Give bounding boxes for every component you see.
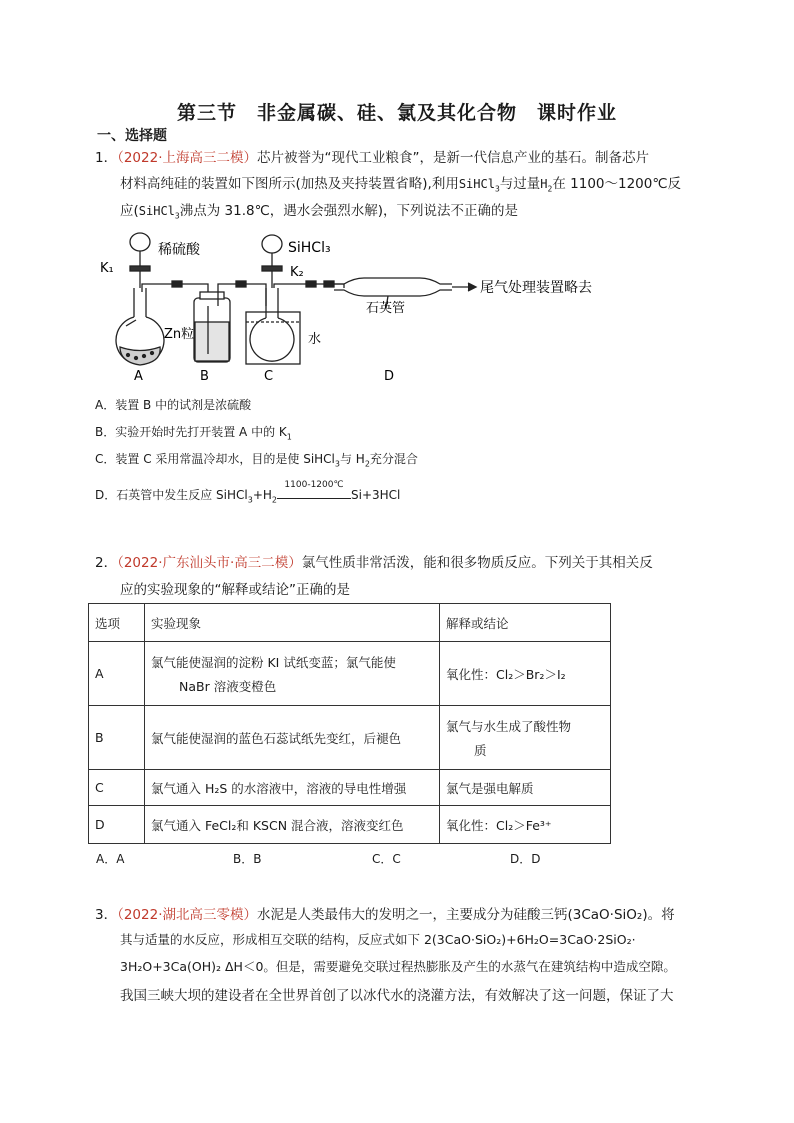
question-text: 沸点为 31.8℃，遇水会强烈水解)，下列说法不正确的是 xyxy=(179,203,519,219)
label-exhaust: 尾气处理装置略去 xyxy=(480,280,592,296)
answer-d[interactable]: D．D xyxy=(510,852,541,866)
question-text: 水泥是人类最伟大的发明之一，主要成分为硅酸三钙(3CaO·SiO₂)。将 xyxy=(257,907,675,923)
cell-text: 质 xyxy=(474,742,487,758)
table-cell-phenomenon: 氯气通入 FeCl₂和 KSCN 混合液，溶液变红色 xyxy=(145,806,440,844)
label-dilute-sulfuric-acid: 稀硫酸 xyxy=(158,242,200,258)
question-text: 应( xyxy=(120,203,139,219)
label-k2: K₂ xyxy=(290,265,304,280)
label-zinc-granules: Zn粒 xyxy=(164,327,195,342)
question-source: （2022·上海高三二模） xyxy=(117,150,257,166)
formula-h2: $H_2$ xyxy=(540,177,553,194)
option-text: B．实验开始时先打开装置 A 中的 K xyxy=(95,425,287,439)
quartz-tube-d xyxy=(334,278,452,296)
table-row xyxy=(89,642,611,706)
label-k1: K₁ xyxy=(100,261,114,276)
question-number: 1． xyxy=(95,150,118,166)
reaction-condition-text: 1100-1200℃ xyxy=(284,480,344,490)
answer-b[interactable]: B．B xyxy=(233,852,262,866)
reaction-condition xyxy=(277,480,351,499)
label-b: B xyxy=(200,369,209,384)
question-text: 芯片被誉为“现代工业粮食”，是新一代信息产业的基石。制备芯片 xyxy=(257,150,649,166)
option-c[interactable]: C．装置 C 采用常温冷却水，目的是使 SiHCl$_3$与 $H_2$充分混合 xyxy=(95,452,418,469)
stopcock-k2 xyxy=(262,266,282,271)
cell-text: NaBr 溶液变橙色 xyxy=(179,678,277,694)
option-d[interactable]: D．石英管中发生反应 $SiHCl_3+H_2$ 1100-1200℃ Si+3HCl xyxy=(95,480,401,505)
option-text: C．装置 C 采用常温冷却水，目的是使 SiHCl xyxy=(95,452,335,466)
wash-bottle-b xyxy=(194,292,230,362)
question-source: （2022·广东汕头市·高三二模） xyxy=(117,555,302,571)
answer-a[interactable]: A．A xyxy=(96,852,125,866)
question-1-line-2 xyxy=(120,172,681,193)
table-cell-conclusion: 氧化性：Cl₂＞Fe³⁺ xyxy=(440,806,611,844)
question-1-line-1 xyxy=(95,146,649,166)
question-text: 材料高纯硅的装置如下图所示(加热及夹持装置省略),利用 xyxy=(120,176,459,192)
question-1-line-3 xyxy=(120,199,518,220)
question-2-line-1 xyxy=(95,551,653,571)
formula-sihcl3: SiHCl$_3$ xyxy=(138,204,180,221)
label-sihcl3: SiHCl₃ xyxy=(288,240,331,256)
cell-text: 氯气与水生成了酸性物 xyxy=(446,718,572,734)
label-a: A xyxy=(134,369,143,384)
label-water: 水 xyxy=(308,332,322,347)
label-quartz-tube: 石英管 xyxy=(366,301,406,316)
question-text: 在 1100～1200℃反 xyxy=(552,176,682,192)
label-c: C xyxy=(264,369,274,384)
question-3-line-4: 我国三峡大坝的建设者在全世界首创了以冰代水的浇灌方法，有效解决了这一问题，保证了大 xyxy=(120,988,674,1004)
flask-a xyxy=(116,288,164,365)
formula-sihcl3: SiHCl$_3$ xyxy=(458,177,500,194)
cell-text: 氯气能使湿润的淀粉 KI 试纸变蓝；氯气能使 xyxy=(151,654,396,670)
option-text: 充分混合 xyxy=(369,452,418,466)
answer-c[interactable]: C．C xyxy=(372,852,401,866)
question-3-line-3: 3H₂O+3Ca(OH)₂ ΔH＜0。但是，需要避免交联过程热膨胀及产生的水蒸气在建筑结构中造成空隙。 xyxy=(120,959,676,974)
question-source: （2022·湖北高三零模） xyxy=(117,907,257,923)
table-cell-option: C xyxy=(89,770,145,806)
table-cell-option: D xyxy=(89,806,145,844)
table-cell-phenomenon: 氯气能使湿润的蓝色石蕊试纸先变红，后褪色 xyxy=(145,706,440,770)
question-number: 3． xyxy=(95,907,118,923)
table-cell-phenomenon xyxy=(145,642,440,706)
stopcock-k1 xyxy=(130,266,150,271)
table-cell-phenomenon: 氯气通入 H₂S 的水溶液中，溶液的导电性增强 xyxy=(145,770,440,806)
table-row xyxy=(89,806,611,844)
experiment-table xyxy=(88,603,611,844)
option-b[interactable]: B．实验开始时先打开装置 A 中的 $K_1$ xyxy=(95,425,292,442)
option-text: D．石英管中发生反应 SiHCl xyxy=(95,488,248,502)
table-header: 解释或结论 xyxy=(440,604,611,642)
option-text: Si+3HCl xyxy=(351,488,401,502)
table-cell-option: A xyxy=(89,642,145,706)
option-text: 与 H xyxy=(339,452,365,466)
question-3-line-2: 其与适量的水反应，形成相互交联的结构，反应式如下 2(3CaO·SiO₂)+6H₂O=3CaO·2SiO₂· xyxy=(120,932,636,947)
label-d: D xyxy=(384,369,395,384)
table-cell-conclusion: 氯气是强电解质 xyxy=(440,770,611,806)
section-heading: 一、选择题 xyxy=(97,128,167,144)
table-header: 实验现象 xyxy=(145,604,440,642)
table-header-row xyxy=(89,604,611,642)
option-a[interactable]: A．装置 B 中的试剂是浓硫酸 xyxy=(95,398,252,412)
question-text: 氯气性质非常活泼，能和很多物质反应。下列关于其相关反 xyxy=(301,555,653,571)
reaction-arrow xyxy=(277,498,351,499)
table-row xyxy=(89,706,611,770)
table-cell-conclusion: 氧化性：Cl₂＞Br₂＞I₂ xyxy=(440,642,611,706)
question-number: 2． xyxy=(95,555,118,571)
table-cell-conclusion xyxy=(440,706,611,770)
table-row xyxy=(89,770,611,806)
page-title: 第三节 非金属碳、硅、氯及其化合物 课时作业 xyxy=(176,102,617,124)
option-text: +H xyxy=(252,488,272,502)
apparatus-diagram xyxy=(96,222,636,390)
question-text: 与过量 xyxy=(499,176,541,192)
question-2-line-2: 应的实验现象的“解释或结论”正确的是 xyxy=(120,582,350,598)
table-cell-option: B xyxy=(89,706,145,770)
dropping-funnel-c xyxy=(262,235,282,288)
flask-c xyxy=(246,288,300,364)
table-header: 选项 xyxy=(89,604,145,642)
dropping-funnel-a xyxy=(130,233,150,288)
question-3-line-1 xyxy=(95,903,675,923)
